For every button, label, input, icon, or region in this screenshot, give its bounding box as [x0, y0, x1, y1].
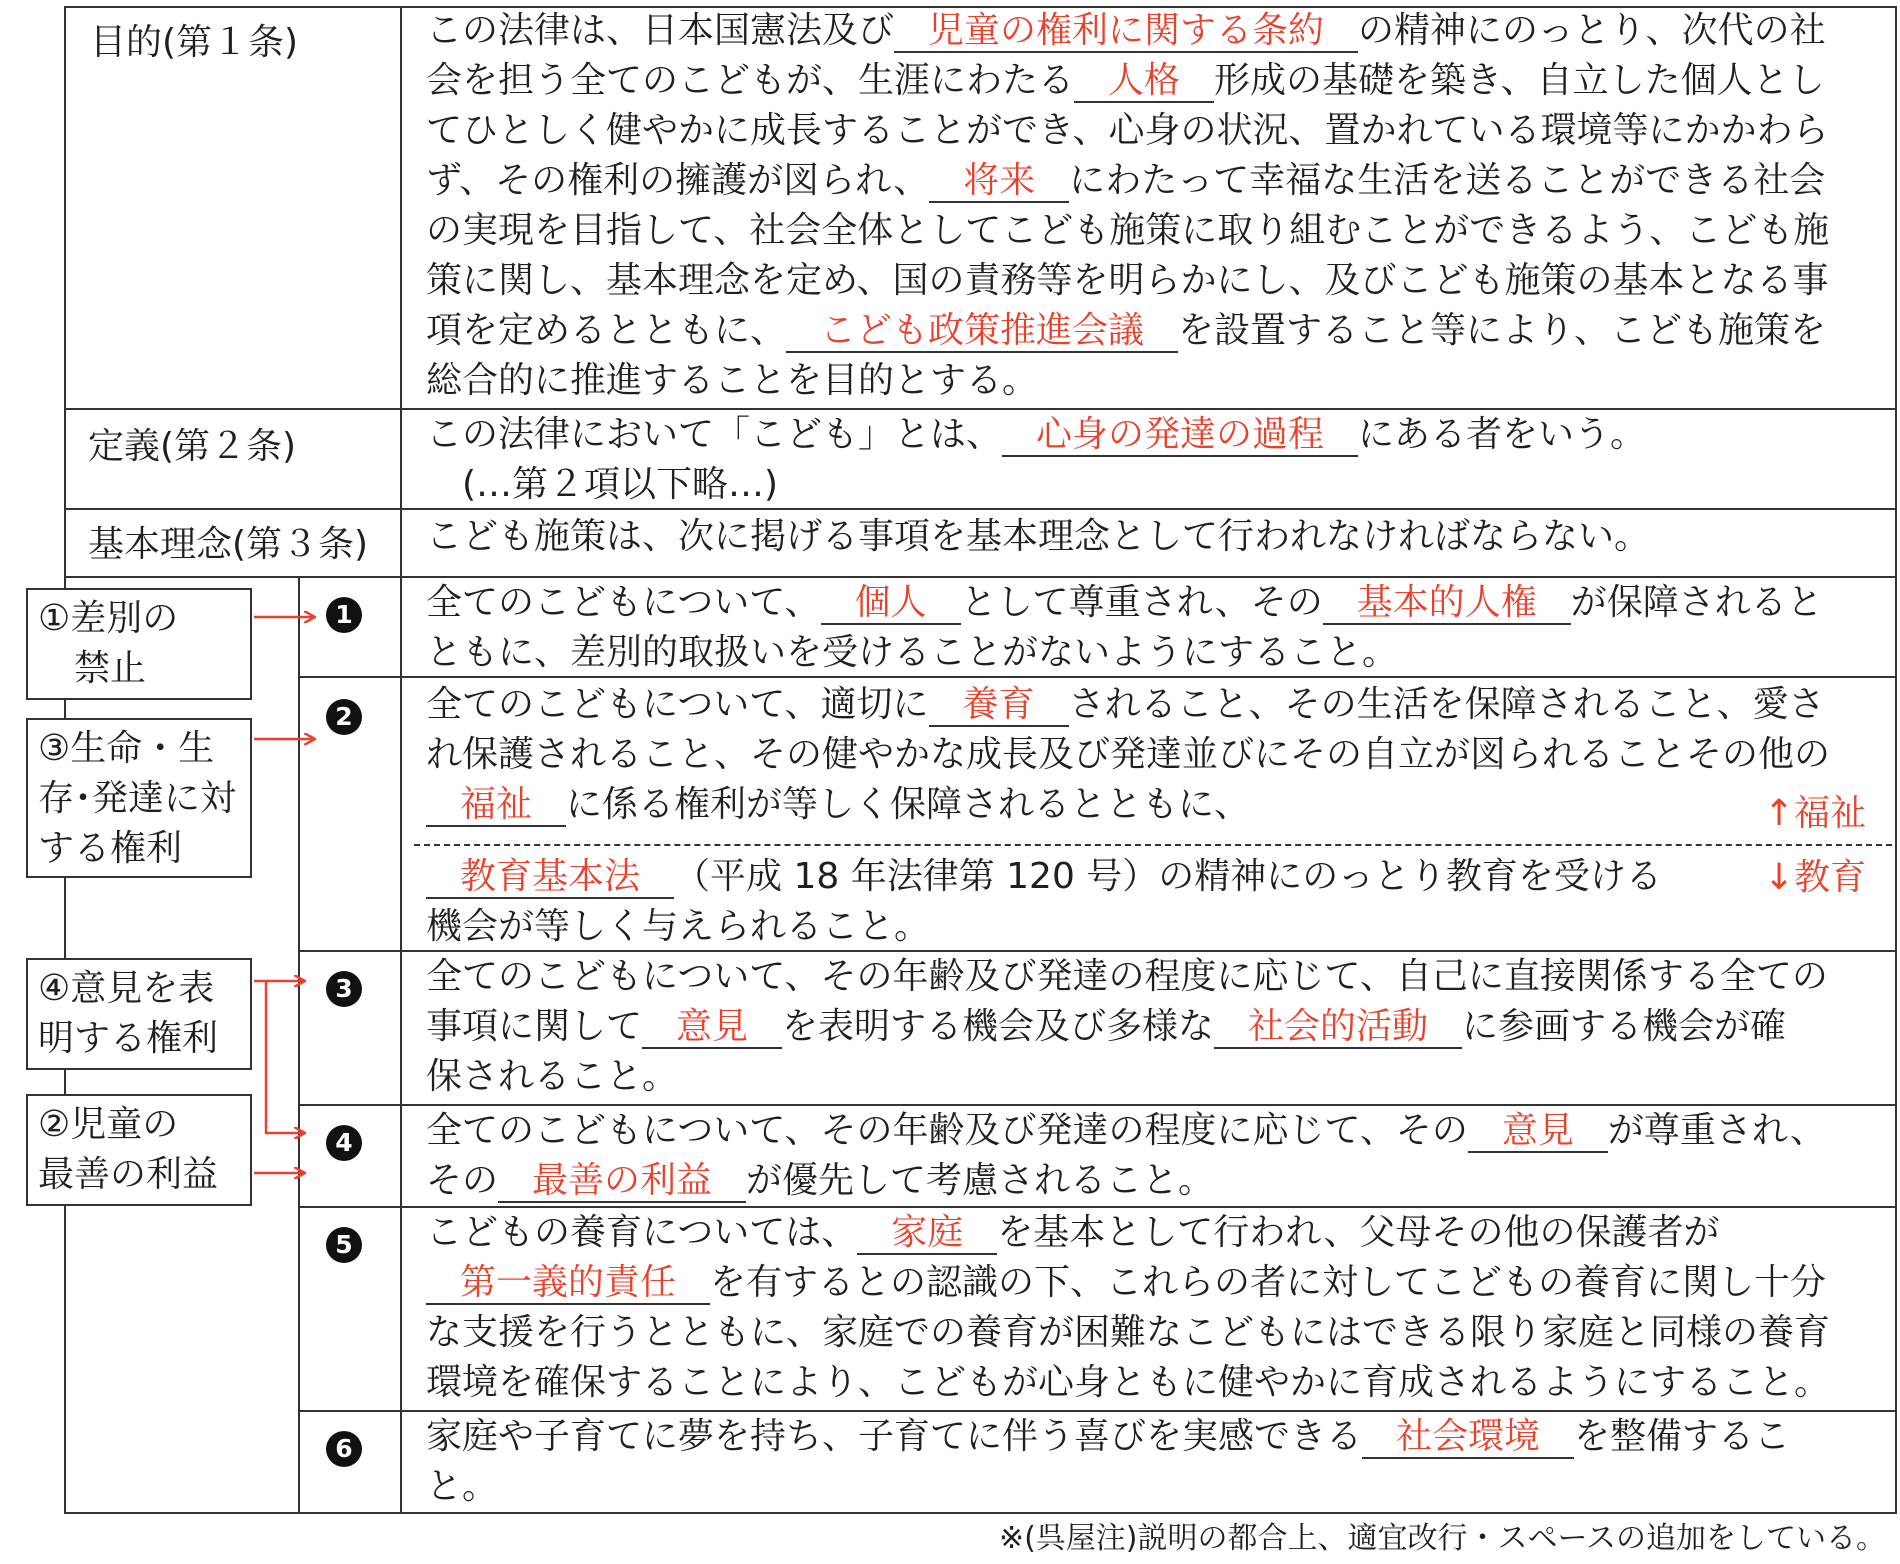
text-segment: ともに、差別的取扱いを受けることがないようにすること。	[426, 632, 1399, 673]
welfare-marker	[1764, 792, 1866, 836]
text-segment: が尊重され、	[1607, 1110, 1827, 1151]
answer-blank: 最善の利益	[498, 1161, 746, 1203]
text-segment: されること、その生活を保障されること、愛さ	[1068, 684, 1825, 725]
text-segment: を設置すること等により、こども施策を	[1178, 310, 1827, 351]
text-line	[426, 1412, 1790, 1462]
item-number-3: 3	[326, 971, 362, 1007]
text-line	[426, 356, 1829, 406]
principle-item-2b-text	[426, 852, 1662, 952]
answer-blank: 将来	[929, 161, 1069, 203]
side-box-line: 禁止	[38, 648, 147, 689]
education-marker	[1764, 856, 1866, 900]
text-line	[426, 902, 1662, 952]
text-segment: 環境を確保することにより、こどもが心身ともに健やかに育成されるようにすること。	[426, 1362, 1831, 1403]
text-segment: にわたって幸福な生活を送ることができる社会	[1069, 160, 1826, 201]
text-segment: 総合的に推進することを目的とする。	[426, 360, 1039, 401]
side-box-line: 明する権利	[38, 1018, 219, 1059]
text-segment: こども施策は、次に掲げる事項を基本理念として行われなければならない。	[426, 516, 1651, 557]
text-segment: この法律は、日本国憲法及び	[426, 10, 895, 51]
answer-blank: 個人	[821, 583, 961, 625]
definition-text	[426, 410, 1646, 510]
principle-item-4-text	[426, 1106, 1826, 1206]
text-segment: この法律において「こども」とは、	[426, 414, 1003, 455]
text-line	[426, 6, 1829, 56]
text-line	[426, 306, 1829, 356]
item-number-6: 6	[326, 1431, 362, 1467]
text-segment: と。	[426, 1466, 499, 1507]
principle-item-6-text	[426, 1412, 1790, 1512]
text-line	[426, 780, 1830, 830]
answer-blank: 意見	[642, 1007, 782, 1049]
table-bottom-border	[64, 1512, 1897, 1514]
text-segment: を整備するこ	[1574, 1416, 1791, 1457]
side-box-line: する権利	[38, 828, 183, 869]
text-line	[426, 628, 1823, 678]
text-line	[426, 1208, 1830, 1258]
text-line	[426, 730, 1830, 780]
answer-blank: 福祉	[426, 785, 566, 827]
text-line	[426, 206, 1829, 256]
purpose-text	[426, 6, 1829, 406]
side-box-line: ④意見を表	[38, 968, 215, 1009]
answer-blank: 児童の権利に関する条約	[894, 11, 1358, 53]
text-segment: 保されること。	[426, 1056, 679, 1097]
text-segment: 機会が等しく与えられること。	[426, 906, 931, 947]
text-line	[426, 1106, 1826, 1156]
side-box-line: 存･発達に対	[38, 778, 237, 819]
text-line	[426, 1462, 1790, 1512]
principles-text	[426, 512, 1650, 562]
label-column-divider	[400, 6, 402, 1514]
principle-item-5-text	[426, 1208, 1830, 1408]
text-segment: 全てのこどもについて、その年齢及び発達の程度に応じて、その	[426, 1110, 1468, 1151]
text-line	[426, 410, 1646, 460]
footnote: ※(呉屋注)説明の都合上、適宜改行・スペースの追加をしている。	[998, 1521, 1886, 1556]
text-line	[426, 106, 1829, 156]
dashed-separator	[414, 844, 1892, 846]
text-segment: な支援を行うとともに、家庭での養育が困難なこどもにはできる限り家庭と同様の養育	[426, 1312, 1831, 1353]
answer-blank: 基本的人権	[1323, 583, 1571, 625]
up-arrow-icon: ↑	[1764, 793, 1795, 834]
welfare-label: 福祉	[1794, 793, 1867, 834]
text-segment: が優先して考慮されること。	[746, 1160, 1215, 1201]
text-segment: 形成の基礎を築き、自立した個人とし	[1214, 60, 1825, 101]
row-label-principles: 基本理念(第３条)	[88, 524, 369, 565]
item-number-4: 4	[326, 1125, 362, 1161]
item-number-2: 2	[326, 699, 362, 735]
education-label: 教育	[1794, 857, 1867, 898]
text-line	[426, 578, 1823, 628]
text-segment: 全てのこどもについて、	[426, 582, 821, 623]
side-box-line: ②児童の	[38, 1104, 179, 1145]
answer-blank: 第一義的責任	[426, 1263, 710, 1305]
text-line	[426, 156, 1829, 206]
answer-blank: 社会的活動	[1214, 1007, 1462, 1049]
connector-arrows	[0, 0, 330, 1564]
side-box-line: ③生命・生	[38, 728, 215, 769]
side-box-line: 最善の利益	[38, 1154, 219, 1195]
item-number-5: 5	[326, 1227, 362, 1263]
answer-blank: 教育基本法	[426, 857, 674, 899]
text-segment: こどもの養育については、	[426, 1212, 858, 1253]
text-segment: 策に関し、基本理念を定め、国の責務等を明らかにし、及びこども施策の基本となる事	[426, 260, 1829, 301]
text-segment: に参画する機会が確	[1462, 1006, 1787, 1047]
answer-blank: 養育	[929, 685, 1069, 727]
text-segment: の精神にのっとり、次代の社	[1358, 10, 1826, 51]
text-segment: 事項に関して	[426, 1006, 643, 1047]
text-line	[426, 952, 1828, 1002]
answer-blank: 心身の発達の過程	[1002, 415, 1358, 457]
text-line	[426, 512, 1650, 562]
answer-blank: 人格	[1074, 61, 1214, 103]
text-line	[426, 1156, 1826, 1206]
text-line	[426, 1258, 1830, 1308]
text-line	[426, 256, 1829, 306]
answer-blank: 社会環境	[1362, 1417, 1574, 1459]
text-segment: 会を担う全てのこどもが、生涯にわたる	[426, 60, 1075, 101]
text-segment: に係る権利が等しく保障されるとともに、	[566, 784, 1251, 825]
table-right-border	[1895, 6, 1897, 1514]
answer-blank: こども政策推進会議	[786, 311, 1178, 353]
text-segment: を基本として行われ、父母その他の保護者が	[997, 1212, 1720, 1253]
text-line	[426, 1052, 1828, 1102]
down-arrow-icon: ↓	[1764, 857, 1795, 898]
text-segment: として尊重され、その	[960, 582, 1323, 623]
text-segment: その	[426, 1160, 499, 1201]
text-segment: てひとしく健やかに成長することができ、心身の状況、置かれている環境等にかかわら	[426, 110, 1829, 151]
side-box-line: ①差別の	[38, 598, 179, 639]
principle-item-1-text	[426, 578, 1823, 678]
text-segment: 項を定めるとともに、	[426, 310, 787, 351]
answer-blank: 意見	[1468, 1111, 1608, 1153]
text-segment: 全てのこどもについて、その年齢及び発達の程度に応じて、自己に直接関係する全ての	[426, 956, 1828, 997]
text-segment: ず、その権利の擁護が図られ、	[426, 160, 930, 201]
text-segment: 家庭や子育てに夢を持ち、子育てに伴う喜びを実感できる	[426, 1416, 1363, 1457]
text-line	[426, 1358, 1830, 1408]
item-number-1: 1	[326, 597, 362, 633]
text-line	[426, 56, 1829, 106]
principle-item-2-text	[426, 680, 1830, 830]
principle-item-3-text	[426, 952, 1828, 1102]
text-line	[426, 1308, 1830, 1358]
text-segment: にある者をいう。	[1358, 414, 1647, 455]
text-segment: の実現を目指して、社会全体としてこども施策に取り組むことができるよう、こども施	[426, 210, 1830, 251]
text-segment: れ保護されること、その健やかな成長及び発達並びにその自立が図られることその他の	[426, 734, 1831, 775]
text-line	[426, 460, 1646, 510]
text-segment: を表明する機会及び多様な	[782, 1006, 1215, 1047]
arrow-to-item-4-upper	[266, 981, 304, 1133]
row-label-definition: 定義(第２条)	[88, 426, 297, 467]
answer-blank: 家庭	[857, 1213, 997, 1255]
text-line	[426, 680, 1830, 730]
text-line	[426, 852, 1662, 902]
text-line	[426, 1002, 1828, 1052]
text-segment: が保障されると	[1570, 582, 1823, 623]
text-segment: （平成 18 年法律第 120 号）の精神にのっとり教育を受ける	[674, 856, 1662, 897]
text-segment: を有するとの認識の下、これらの者に対してこどもの養育に関し十分	[710, 1262, 1827, 1303]
text-segment: 全てのこどもについて、適切に	[426, 684, 929, 725]
text-segment: (…第２項以下略…)	[426, 464, 779, 505]
row-label-purpose: 目的(第１条)	[90, 22, 299, 63]
